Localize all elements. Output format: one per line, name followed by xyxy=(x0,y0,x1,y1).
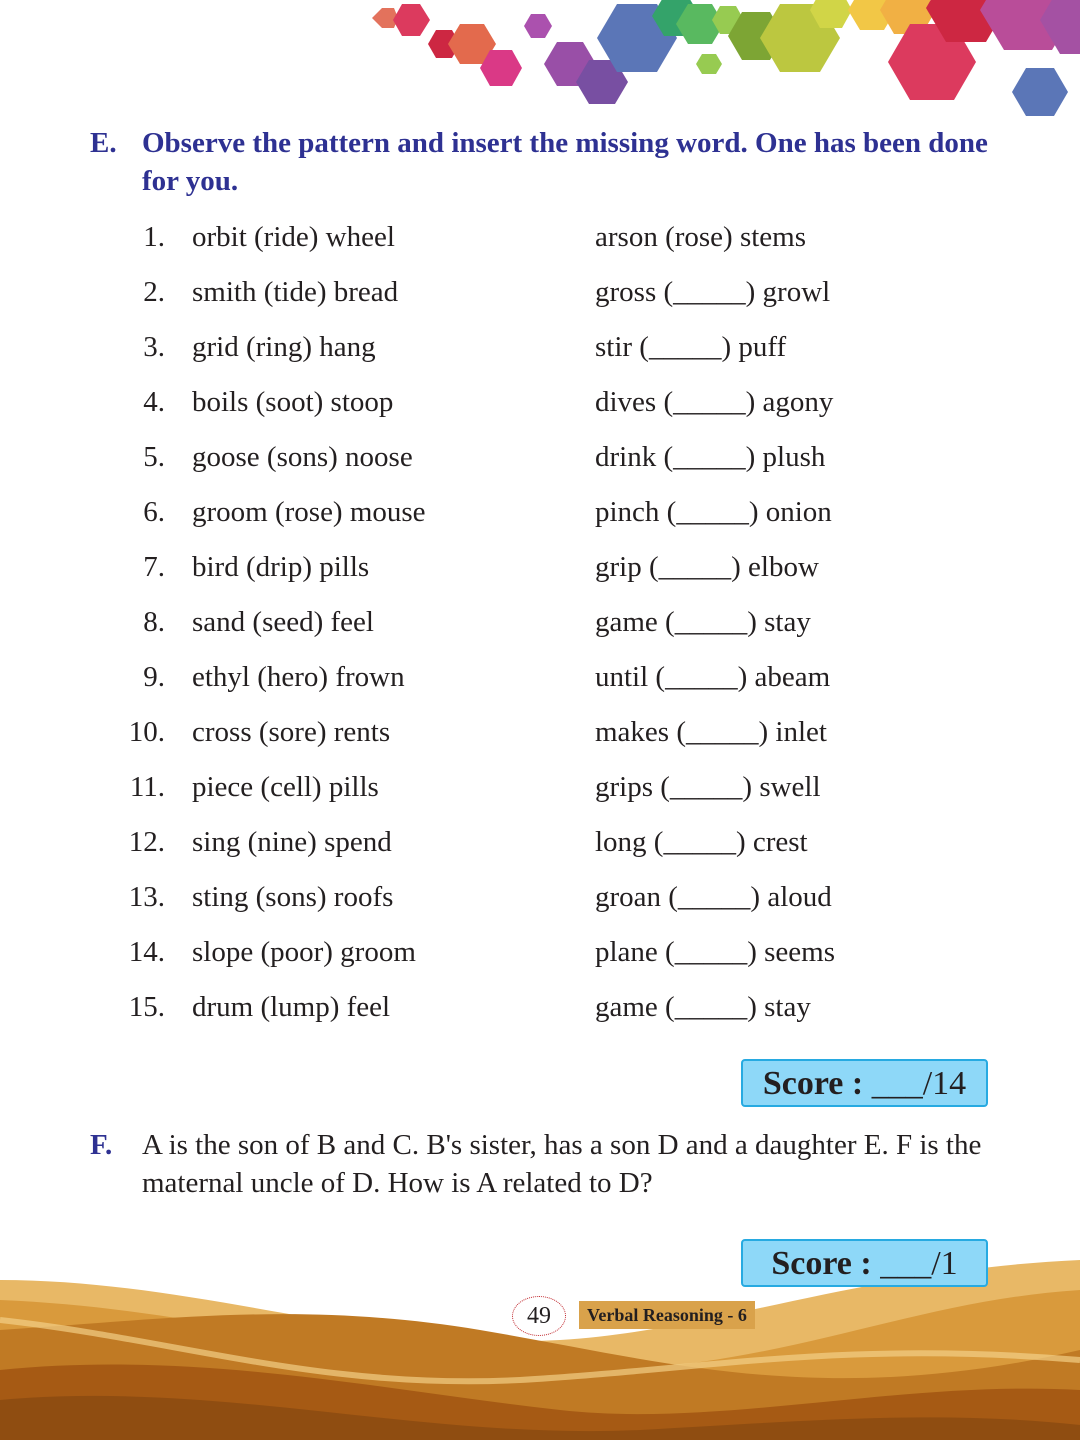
question-number: 3. xyxy=(143,331,165,363)
section-f-letter: F. xyxy=(90,1129,113,1161)
question-blank[interactable]: long (_____) crest xyxy=(595,826,808,858)
section-e-instruction xyxy=(90,124,1000,200)
question-number: 15. xyxy=(128,991,165,1023)
question-number: 1. xyxy=(143,221,165,253)
question-example: orbit (ride) wheel xyxy=(192,221,395,253)
question-number: 10. xyxy=(128,716,165,748)
decorative-hexagons xyxy=(0,0,1080,125)
question-example: grid (ring) hang xyxy=(192,331,376,363)
question-example: ethyl (hero) frown xyxy=(192,661,405,693)
question-blank[interactable]: stir (_____) puff xyxy=(595,331,787,363)
question-example: sing (nine) spend xyxy=(192,826,392,858)
question-blank[interactable]: arson (rose) stems xyxy=(595,221,807,253)
question-number: 11. xyxy=(129,771,165,803)
hexagon-shape xyxy=(524,14,552,38)
question-row xyxy=(0,327,1080,367)
decorative-waves xyxy=(0,1260,1080,1440)
page-number: 49 xyxy=(512,1296,566,1336)
question-blank[interactable]: plane (_____) seems xyxy=(595,936,835,968)
question-blank[interactable]: gross (_____) growl xyxy=(595,276,831,308)
question-blank[interactable]: makes (_____) inlet xyxy=(595,716,827,748)
question-row xyxy=(0,877,1080,917)
question-number: 14. xyxy=(128,936,165,968)
question-number: 2. xyxy=(143,276,165,308)
question-row xyxy=(0,272,1080,312)
question-number: 6. xyxy=(143,496,165,528)
question-example: drum (lump) feel xyxy=(192,991,391,1023)
question-example: cross (sore) rents xyxy=(192,716,391,748)
question-row xyxy=(0,932,1080,972)
question-row xyxy=(0,492,1080,532)
question-row xyxy=(0,657,1080,697)
question-example: boils (soot) stoop xyxy=(192,386,394,418)
question-blank[interactable]: game (_____) stay xyxy=(595,606,811,638)
score-value: ___/1 xyxy=(880,1245,958,1282)
question-number: 8. xyxy=(143,606,165,638)
hexagon-shape xyxy=(372,8,398,28)
hexagon-shape xyxy=(393,4,430,36)
question-blank[interactable]: grip (_____) elbow xyxy=(595,551,819,583)
score-value: ___/14 xyxy=(871,1065,967,1102)
section-f-question xyxy=(90,1126,1000,1202)
question-blank[interactable]: grips (_____) swell xyxy=(595,771,821,803)
question-blank[interactable]: pinch (_____) onion xyxy=(595,496,832,528)
question-example: groom (rose) mouse xyxy=(192,496,426,528)
question-row xyxy=(0,382,1080,422)
section-f-score-box[interactable] xyxy=(741,1239,988,1287)
question-blank[interactable]: game (_____) stay xyxy=(595,991,811,1023)
question-example: slope (poor) groom xyxy=(192,936,416,968)
question-blank[interactable]: groan (_____) aloud xyxy=(595,881,832,913)
question-example: piece (cell) pills xyxy=(192,771,379,803)
question-row xyxy=(0,767,1080,807)
question-blank[interactable]: drink (_____) plush xyxy=(595,441,826,473)
question-blank[interactable]: until (_____) abeam xyxy=(595,661,831,693)
question-number: 4. xyxy=(143,386,165,418)
question-example: sting (sons) roofs xyxy=(192,881,394,913)
section-f-question-text: A is the son of B and C. B's sister, has a son D and a daughter E. F is the maternal uncle of D. How is A related to D? xyxy=(142,1129,982,1199)
question-row xyxy=(0,822,1080,862)
question-row xyxy=(0,987,1080,1027)
question-number: 7. xyxy=(143,551,165,583)
question-row xyxy=(0,602,1080,642)
question-row xyxy=(0,547,1080,587)
hexagon-shape xyxy=(696,54,722,74)
question-row xyxy=(0,712,1080,752)
section-e-instruction-text: Observe the pattern and insert the missing word. One has been done for you. xyxy=(142,127,988,197)
section-e-score-box[interactable] xyxy=(741,1059,988,1107)
section-e-letter: E. xyxy=(90,127,117,159)
question-number: 9. xyxy=(143,661,165,693)
question-example: bird (drip) pills xyxy=(192,551,370,583)
book-title: Verbal Reasoning - 6 xyxy=(579,1301,755,1329)
question-number: 13. xyxy=(128,881,165,913)
question-example: smith (tide) bread xyxy=(192,276,399,308)
question-example: goose (sons) noose xyxy=(192,441,413,473)
question-row xyxy=(0,437,1080,477)
question-number: 12. xyxy=(128,826,165,858)
score-label: Score : xyxy=(771,1245,872,1282)
hexagon-shape xyxy=(1012,68,1068,116)
question-number: 5. xyxy=(143,441,165,473)
question-example: sand (seed) feel xyxy=(192,606,374,638)
question-row xyxy=(0,217,1080,257)
question-blank[interactable]: dives (_____) agony xyxy=(595,386,834,418)
score-label: Score : xyxy=(762,1065,864,1102)
